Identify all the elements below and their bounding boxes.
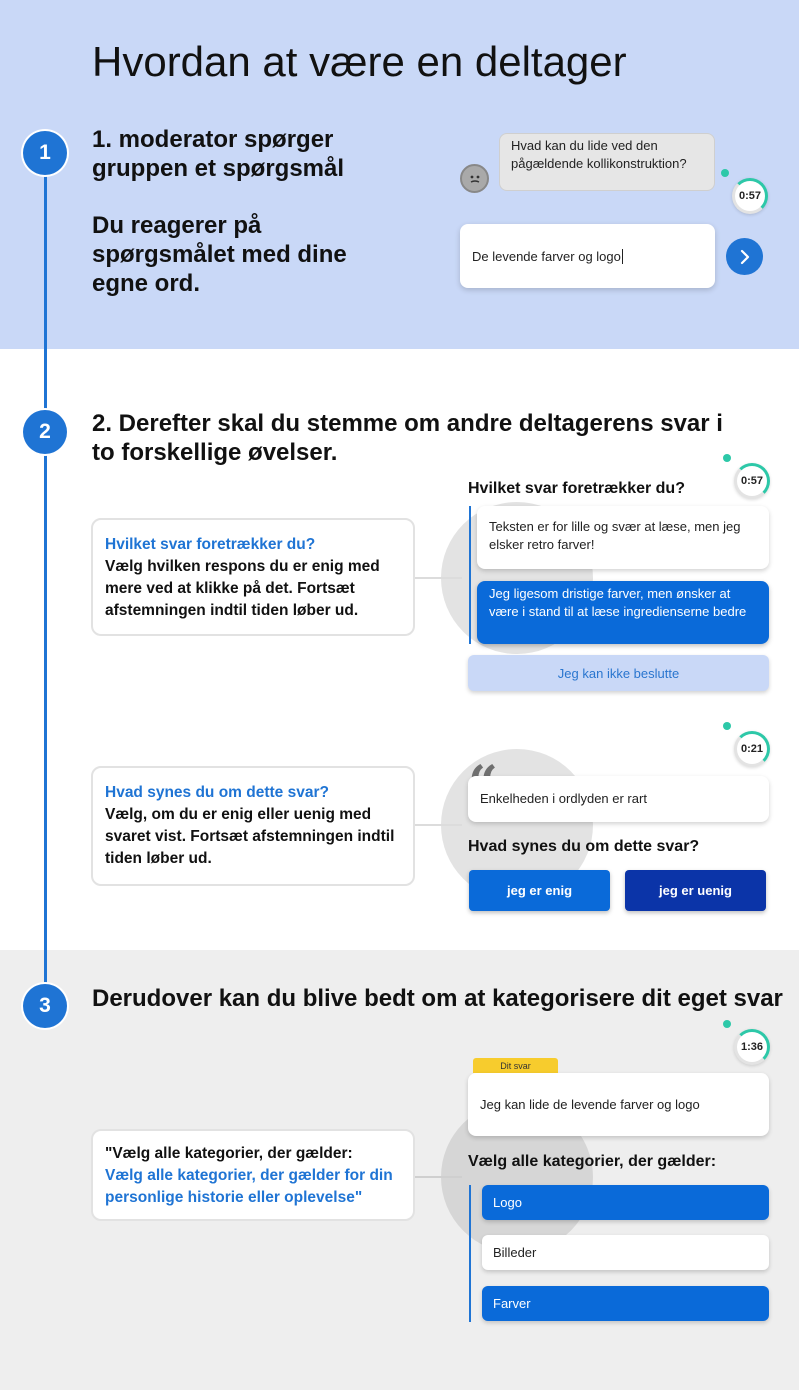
exercise-1-instruction-card [91, 518, 415, 636]
undecided-button[interactable]: Jeg kan ikke beslutte [468, 655, 769, 691]
exercise-1-instruction-title: Hvilket svar foretrækker du? [105, 536, 316, 553]
exercise-1-question: Hvilket svar foretrækker du? [468, 480, 685, 497]
timer-dot [723, 722, 731, 730]
response-option-a[interactable]: Teksten er for lille og svær at læse, men jeg elsker retro farver! [477, 506, 769, 569]
section-1-heading: 1. moderator spørger gruppen et spørgsmål [92, 126, 345, 182]
step-1-badge: 1 [23, 131, 67, 175]
timer-4: 1:36 [734, 1029, 770, 1065]
text-caret [622, 249, 623, 264]
section-1-subheading: Du reagerer på spørgsmålet med dine egne ord. [92, 212, 347, 297]
quoted-answer-card: Enkelheden i ordlyden er rart [468, 776, 769, 822]
section-2-heading: 2. Derefter skal du stemme om andre deltagerens svar i to forskellige øvelser. [92, 410, 723, 466]
timeline-line [44, 150, 47, 1007]
response-option-b[interactable]: Jeg ligesom dristige farver, men ønsker at være i stand til at læse ingredienserne bedre [477, 581, 769, 644]
face-icon [465, 169, 485, 189]
categorize-instruction-card [91, 1129, 415, 1221]
category-logo[interactable]: Logo [482, 1185, 769, 1220]
disagree-button[interactable]: jeg er uenig [625, 870, 766, 911]
timer-dot [721, 169, 729, 177]
timer-3: 0:21 [734, 731, 770, 767]
category-farver[interactable]: Farver [482, 1286, 769, 1321]
connector-line [414, 577, 462, 579]
exercise-2-instruction-title: Hvad synes du om dette svar? [105, 784, 329, 801]
exercise-2-instruction-card [91, 766, 415, 886]
step-3-badge: 3 [23, 984, 67, 1028]
timer-2: 0:57 [734, 463, 770, 499]
categorize-instruction-body: Vælg alle kategorier, der gælder for din personlige historie eller oplevelse" [105, 1167, 393, 1206]
answer-input[interactable] [460, 224, 715, 288]
moderator-question-bubble: Hvad kan du lide ved den pågældende kollikonstruktion? [499, 133, 715, 191]
agree-button[interactable]: jeg er enig [469, 870, 610, 911]
category-billeder[interactable]: Billeder [482, 1235, 769, 1270]
connector-line [414, 1176, 462, 1178]
option-group-bar [469, 506, 471, 644]
step-2-badge: 2 [23, 410, 67, 454]
chevron-right-icon [737, 249, 753, 265]
exercise-1-instruction-body: Vælg hvilken respons du er enig med mere ved at klikke på det. Fortsæt afstemningen indtil tiden løber ud. [105, 558, 380, 619]
exercise-2-instruction-body: Vælg, om du er enig eller uenig med svaret vist. Fortsæt afstemningen indtil tiden løber ud. [105, 806, 395, 867]
own-answer-tag: Dit svar [473, 1058, 558, 1073]
categorize-question: Vælg alle kategorier, der gælder: [468, 1153, 717, 1170]
section-3-heading: Derudover kan du blive bedt om at kategorisere dit eget svar [92, 985, 783, 1012]
own-answer-card: Jeg kan lide de levende farver og logo [468, 1073, 769, 1136]
send-button[interactable] [726, 238, 763, 275]
timer-1: 0:57 [732, 178, 768, 214]
answer-input-value: De levende farver og logo [472, 248, 621, 264]
exercise-2-question: Hvad synes du om dette svar? [468, 838, 700, 855]
moderator-avatar [460, 164, 489, 193]
page-title: Hvordan at være en deltager [92, 38, 627, 85]
timer-dot [723, 1020, 731, 1028]
category-group-bar [469, 1185, 471, 1322]
connector-line [414, 824, 462, 826]
categorize-instruction-title: "Vælg alle kategorier, der gælder: [105, 1145, 353, 1162]
timer-dot [723, 454, 731, 462]
